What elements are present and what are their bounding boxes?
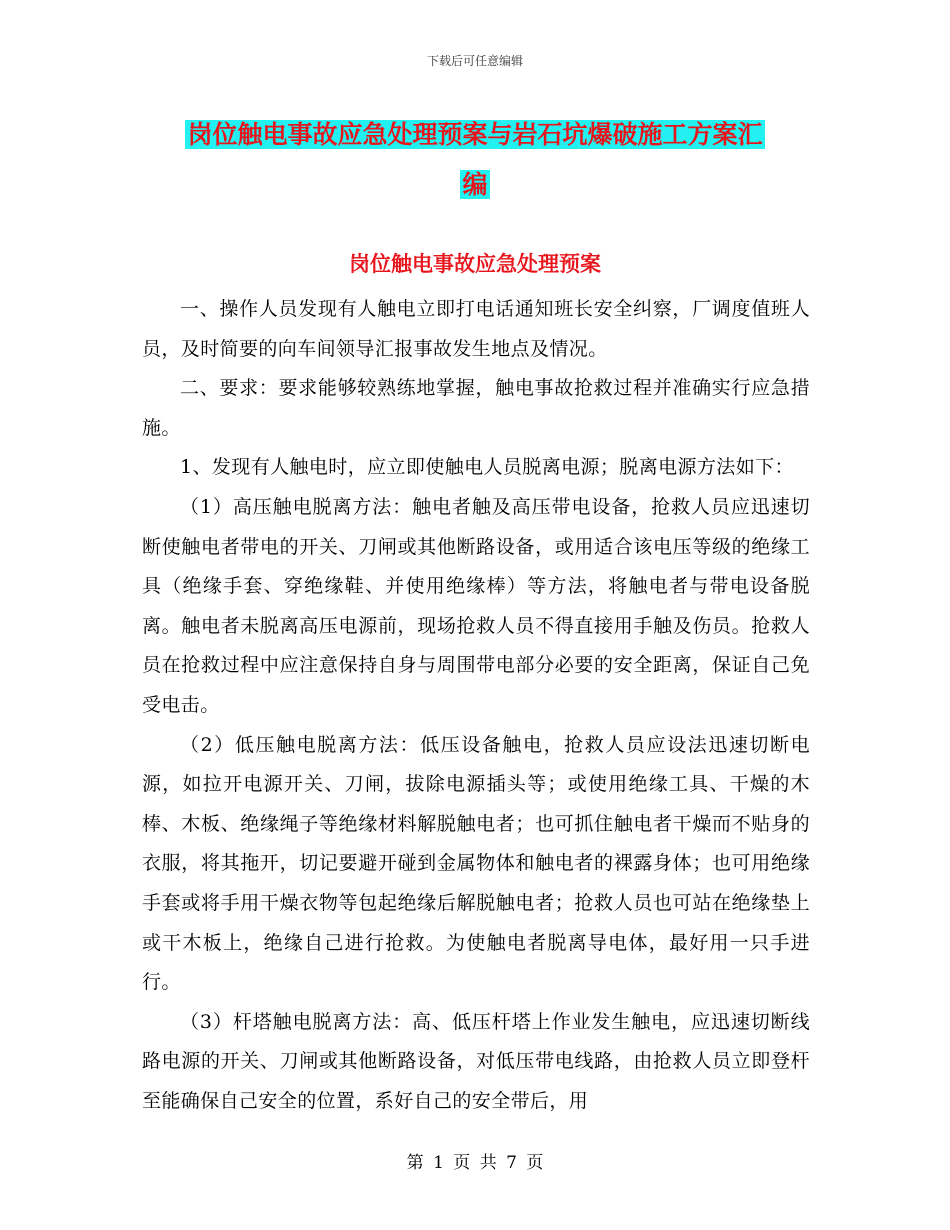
paragraph: （2）低压触电脱离方法：低压设备触电，抢救人员应设法迅速切断电源，如拉开电源开关、刀闸，拔除电源插头等；或使用绝缘工具、干燥的木棒、木板、绝缘绳子等绝缘材料解脱触电者；也可抓住触电者干燥而不贴身的衣服，将其拖开，切记要避开碰到金属物体和触电者的裸露身体；也可用绝缘手套或将手用干燥衣物等包起绝缘后解脱触电者；抢救人员也可站在绝缘垫上或干木板上，绝缘自己进行抢救。为使触电者脱离导电体，最好用一只手进行。 xyxy=(142,733,810,994)
document-body xyxy=(142,290,810,1121)
document-title xyxy=(0,110,950,210)
page-header-note: 下载后可任意编辑 xyxy=(426,54,523,68)
paragraph: 二、要求：要求能够较熟练地掌握，触电事故抢救过程并准确实行应急措施。 xyxy=(142,377,810,439)
paragraph: 1、发现有人触电时，应立即使触电人员脱离电源；脱离电源方法如下： xyxy=(180,456,794,479)
section-title: 岗位触电事故应急处理预案 xyxy=(349,251,601,276)
paragraph: （1）高压触电脱离方法：触电者触及高压带电设备，抢救人员应迅速切断使触电者带电的开关、刀闸或其他断路设备，或用适合该电压等级的绝缘工具（绝缘手套、穿绝缘鞋、并使用绝缘棒）等方法，将触电者与带电设备脱离。触电者未脱离高压电源前，现场抢救人员不得直接用手触及伤员。抢救人员在抢救过程中应注意保持自身与周围带电部分必要的安全距离，保证自己免受电击。 xyxy=(142,495,810,716)
paragraph: （3）杆塔触电脱离方法：高、低压杆塔上作业发生触电，应迅速切断线路电源的开关、刀闸或其他断路设备，对低压带电线路，由抢救人员立即登杆至能确保自己安全的位置，系好自己的安全带后，用 xyxy=(142,1010,810,1112)
page-footer: 第 1 页 共 7 页 xyxy=(406,1153,544,1173)
paragraph: 一、操作人员发现有人触电立即打电话通知班长安全纠察，厂调度值班人员，及时简要的向车间领导汇报事故发生地点及情况。 xyxy=(142,298,810,360)
document-title-line2: 编 xyxy=(462,170,488,199)
document-title-line1: 岗位触电事故应急处理预案与岩石坑爆破施工方案汇 xyxy=(187,120,763,149)
